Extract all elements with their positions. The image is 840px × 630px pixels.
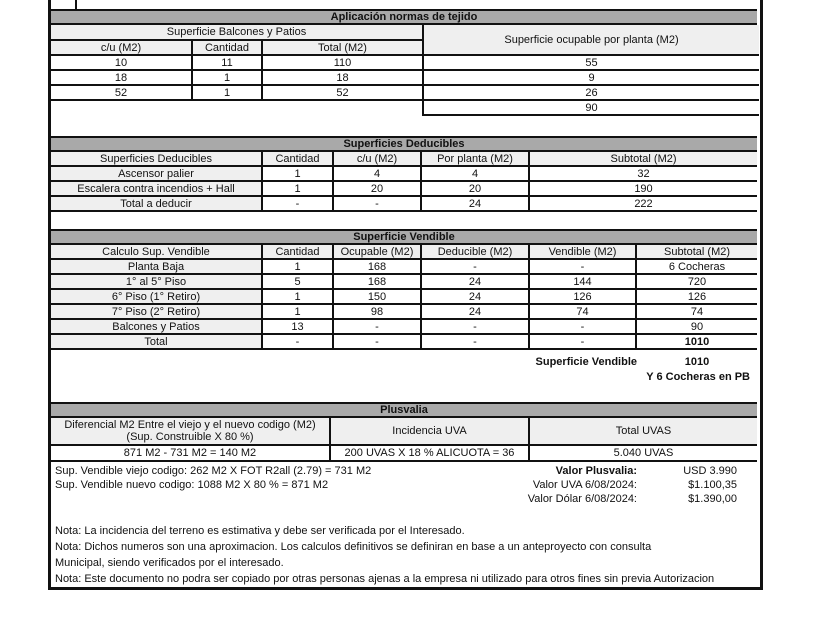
- cell-divider-fragment: [75, 0, 77, 9]
- row-label: 6° Piso (1° Retiro): [51, 290, 263, 305]
- col-header: Subtotal (M2): [637, 245, 757, 260]
- table-superficies-deducibles: [51, 152, 757, 212]
- table-cell: 126: [637, 290, 757, 305]
- table-cell: 168: [334, 275, 422, 290]
- table-cell: 1: [193, 71, 263, 86]
- table-cell: 150: [334, 290, 422, 305]
- table-cell: -: [530, 335, 637, 350]
- col-header: Cantidad: [263, 245, 334, 260]
- col-header-superficie-ocupable: Superficie ocupable por planta (M2): [424, 25, 759, 56]
- table-cell: 168: [334, 260, 422, 275]
- table-cell: 5: [263, 275, 334, 290]
- value-valor-dolar: $1.390,00: [688, 493, 737, 505]
- value-valor-plusvalia: USD 3.990: [683, 465, 737, 477]
- text-sup-vendible-nuevo: Sup. Vendible nuevo codigo: 1088 M2 X 80 % = 871 M2: [55, 479, 329, 491]
- table-cell: 24: [422, 197, 530, 212]
- row-label-total: Total: [51, 335, 263, 350]
- notes-block: [55, 523, 757, 587]
- col-header: c/u (M2): [334, 152, 422, 167]
- table-cell: 1: [193, 86, 263, 101]
- table-cell: -: [422, 335, 530, 350]
- table-cell: 26: [424, 86, 759, 101]
- table-cell: 18: [51, 71, 193, 86]
- table-cell: -: [334, 320, 422, 335]
- table-cell-total-uvas-value: 5.040 UVAS: [530, 446, 757, 462]
- table-cell: 1: [263, 167, 334, 182]
- col-header-diferencial-line1: Diferencial M2 Entre el viejo y el nuevo codigo (M2): [64, 419, 316, 431]
- table-cell: 190: [530, 182, 757, 197]
- table-cell-total-value: 1010: [637, 335, 757, 350]
- table-cell: 126: [530, 290, 637, 305]
- note-line: Nota: Dichos numeros son una aproximacion. Los calculos definitivos se definiran en base a un anteproyecto con consulta: [55, 541, 652, 553]
- label-valor-plusvalia: Valor Plusvalia:: [555, 465, 637, 477]
- col-header: Deducible (M2): [422, 245, 530, 260]
- row-label: Escalera contra incendios + Hall: [51, 182, 263, 197]
- col-header: Subtotal (M2): [530, 152, 757, 167]
- col-header: Por planta (M2): [422, 152, 530, 167]
- note-line: Municipal, siendo verificados por el interesado.: [55, 557, 284, 569]
- table-cell: 98: [334, 305, 422, 320]
- table-cell: 74: [637, 305, 757, 320]
- table-cell: 13: [263, 320, 334, 335]
- document-inner: [51, 0, 760, 587]
- col-header-total-uvas: Total UVAS: [530, 418, 757, 446]
- table-balcones-patios: [51, 25, 422, 101]
- table-cell: 6 Cocheras: [637, 260, 757, 275]
- table-cell: 4: [334, 167, 422, 182]
- section-header-aplicacion-normas: Aplicación normas de tejido: [51, 9, 757, 25]
- row-label: Ascensor palier: [51, 167, 263, 182]
- table-cell: 1: [263, 260, 334, 275]
- table-cell: 32: [530, 167, 757, 182]
- summary-note-cocheras: Y 6 Cocheras en PB: [646, 371, 750, 383]
- table-cell: 1: [263, 290, 334, 305]
- table-cell: 74: [530, 305, 637, 320]
- value-valor-uva: $1.100,35: [688, 479, 737, 491]
- table-cell: 1: [263, 305, 334, 320]
- col-header: Cantidad: [263, 152, 334, 167]
- section-header-plusvalia: Plusvalia: [51, 402, 757, 418]
- row-label: 1° al 5° Piso: [51, 275, 263, 290]
- col-header-cu: c/u (M2): [51, 41, 193, 56]
- table-cell: 90: [424, 101, 759, 116]
- table-cell: 720: [637, 275, 757, 290]
- summary-label-superficie-vendible: Superficie Vendible: [535, 356, 637, 368]
- section-header-superficies-deducibles: Superficies Deducibles: [51, 136, 757, 152]
- table-cell: 9: [424, 71, 759, 86]
- table-cell: 4: [422, 167, 530, 182]
- row-label: 7° Piso (2° Retiro): [51, 305, 263, 320]
- note-line: Nota: La incidencia del terreno es estimativa y debe ser verificada por el Interesado.: [55, 525, 465, 537]
- table-cell: 20: [422, 182, 530, 197]
- table-cell: 1: [263, 182, 334, 197]
- table-cell: -: [263, 335, 334, 350]
- table-cell: -: [422, 260, 530, 275]
- row-label: Planta Baja: [51, 260, 263, 275]
- spreadsheet-document: [48, 0, 763, 590]
- table-cell: 55: [424, 56, 759, 71]
- table-plusvalia: [51, 418, 757, 462]
- label-valor-uva: Valor UVA 6/08/2024:: [532, 479, 637, 491]
- text-sup-vendible-viejo: Sup. Vendible viejo codigo: 262 M2 X FOT R2all (2.79) = 731 M2: [55, 465, 372, 477]
- col-header-diferencial: [51, 418, 331, 446]
- table-cell-diferencial-value: 871 M2 - 731 M2 = 140 M2: [51, 446, 331, 462]
- table-cell: 10: [51, 56, 193, 71]
- table-cell: -: [530, 260, 637, 275]
- table-cell: 24: [422, 290, 530, 305]
- table-cell: 24: [422, 305, 530, 320]
- col-header-incidencia-uva: Incidencia UVA: [331, 418, 530, 446]
- col-header: Superficies Deducibles: [51, 152, 263, 167]
- label-valor-dolar: Valor Dólar 6/08/2024:: [527, 493, 637, 505]
- table-cell: 110: [263, 56, 422, 71]
- col-header-diferencial-line2: (Sup. Construible X 80 %): [126, 431, 254, 443]
- table-cell: 11: [193, 56, 263, 71]
- table-superficie-ocupable: [422, 25, 757, 116]
- table-superficie-vendible: [51, 245, 757, 350]
- table-cell: -: [334, 197, 422, 212]
- table-cell: 52: [51, 86, 193, 101]
- col-header-total: Total (M2): [263, 41, 422, 56]
- table-cell: 24: [422, 275, 530, 290]
- summary-value-superficie-vendible: 1010: [684, 356, 710, 368]
- table-cell: 52: [263, 86, 422, 101]
- table-cell: -: [530, 320, 637, 335]
- col-header-cantidad: Cantidad: [193, 41, 263, 56]
- row-label: Balcones y Patios: [51, 320, 263, 335]
- note-line: Nota: Este documento no podra ser copiado por otras personas ajenas a la empresa ni utilizado para otros fines sin previa Autorizacion: [55, 573, 715, 585]
- table-title-balcones: Superficie Balcones y Patios: [51, 25, 422, 41]
- table-cell: 20: [334, 182, 422, 197]
- section-header-superficie-vendible: Superficie Vendible: [51, 229, 757, 245]
- table-cell: -: [334, 335, 422, 350]
- table-cell: -: [263, 197, 334, 212]
- table-cell-incidencia-value: 200 UVAS X 18 % ALICUOTA = 36: [331, 446, 530, 462]
- col-header: Ocupable (M2): [334, 245, 422, 260]
- table-cell: 144: [530, 275, 637, 290]
- table-cell: 222: [530, 197, 757, 212]
- col-header: Vendible (M2): [530, 245, 637, 260]
- table-cell: 90: [637, 320, 757, 335]
- table-cell: 18: [263, 71, 422, 86]
- row-label: Total a deducir: [51, 197, 263, 212]
- table-cell: -: [422, 320, 530, 335]
- col-header: Calculo Sup. Vendible: [51, 245, 263, 260]
